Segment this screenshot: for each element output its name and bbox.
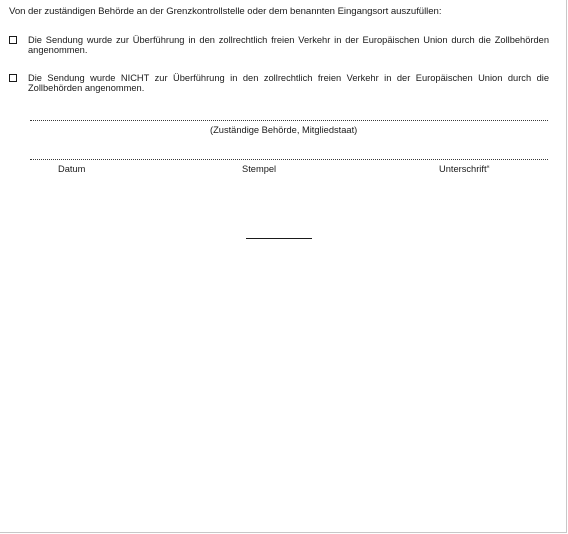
authority-caption: (Zuständige Behörde, Mitgliedstaat) — [210, 125, 358, 135]
footnote-separator — [246, 238, 312, 239]
authority-fill-line — [30, 120, 548, 121]
option-not-accepted-text: Die Sendung wurde NICHT zur Überführung in den zollrechtlich freien Verkehr in der Europäischen Union durch die Zollbehörden angenommen. — [28, 73, 549, 93]
accepted-checkbox[interactable] — [9, 36, 17, 44]
option-accepted-text: Die Sendung wurde zur Überführung in den zollrechtlich freien Verkehr in der Europäischen Union durch die Zollbehörden angenommen. — [28, 35, 549, 55]
signature-fill-line — [30, 159, 548, 160]
instruction-text: Von der zuständigen Behörde an der Grenzkontrollstelle oder dem benannten Eingangsort auszufüllen: — [9, 6, 442, 17]
not-accepted-checkbox[interactable] — [9, 74, 17, 82]
date-caption: Datum — [58, 164, 86, 174]
signature-caption: Unterschrift“ — [439, 164, 490, 174]
stamp-caption: Stempel — [242, 164, 277, 174]
